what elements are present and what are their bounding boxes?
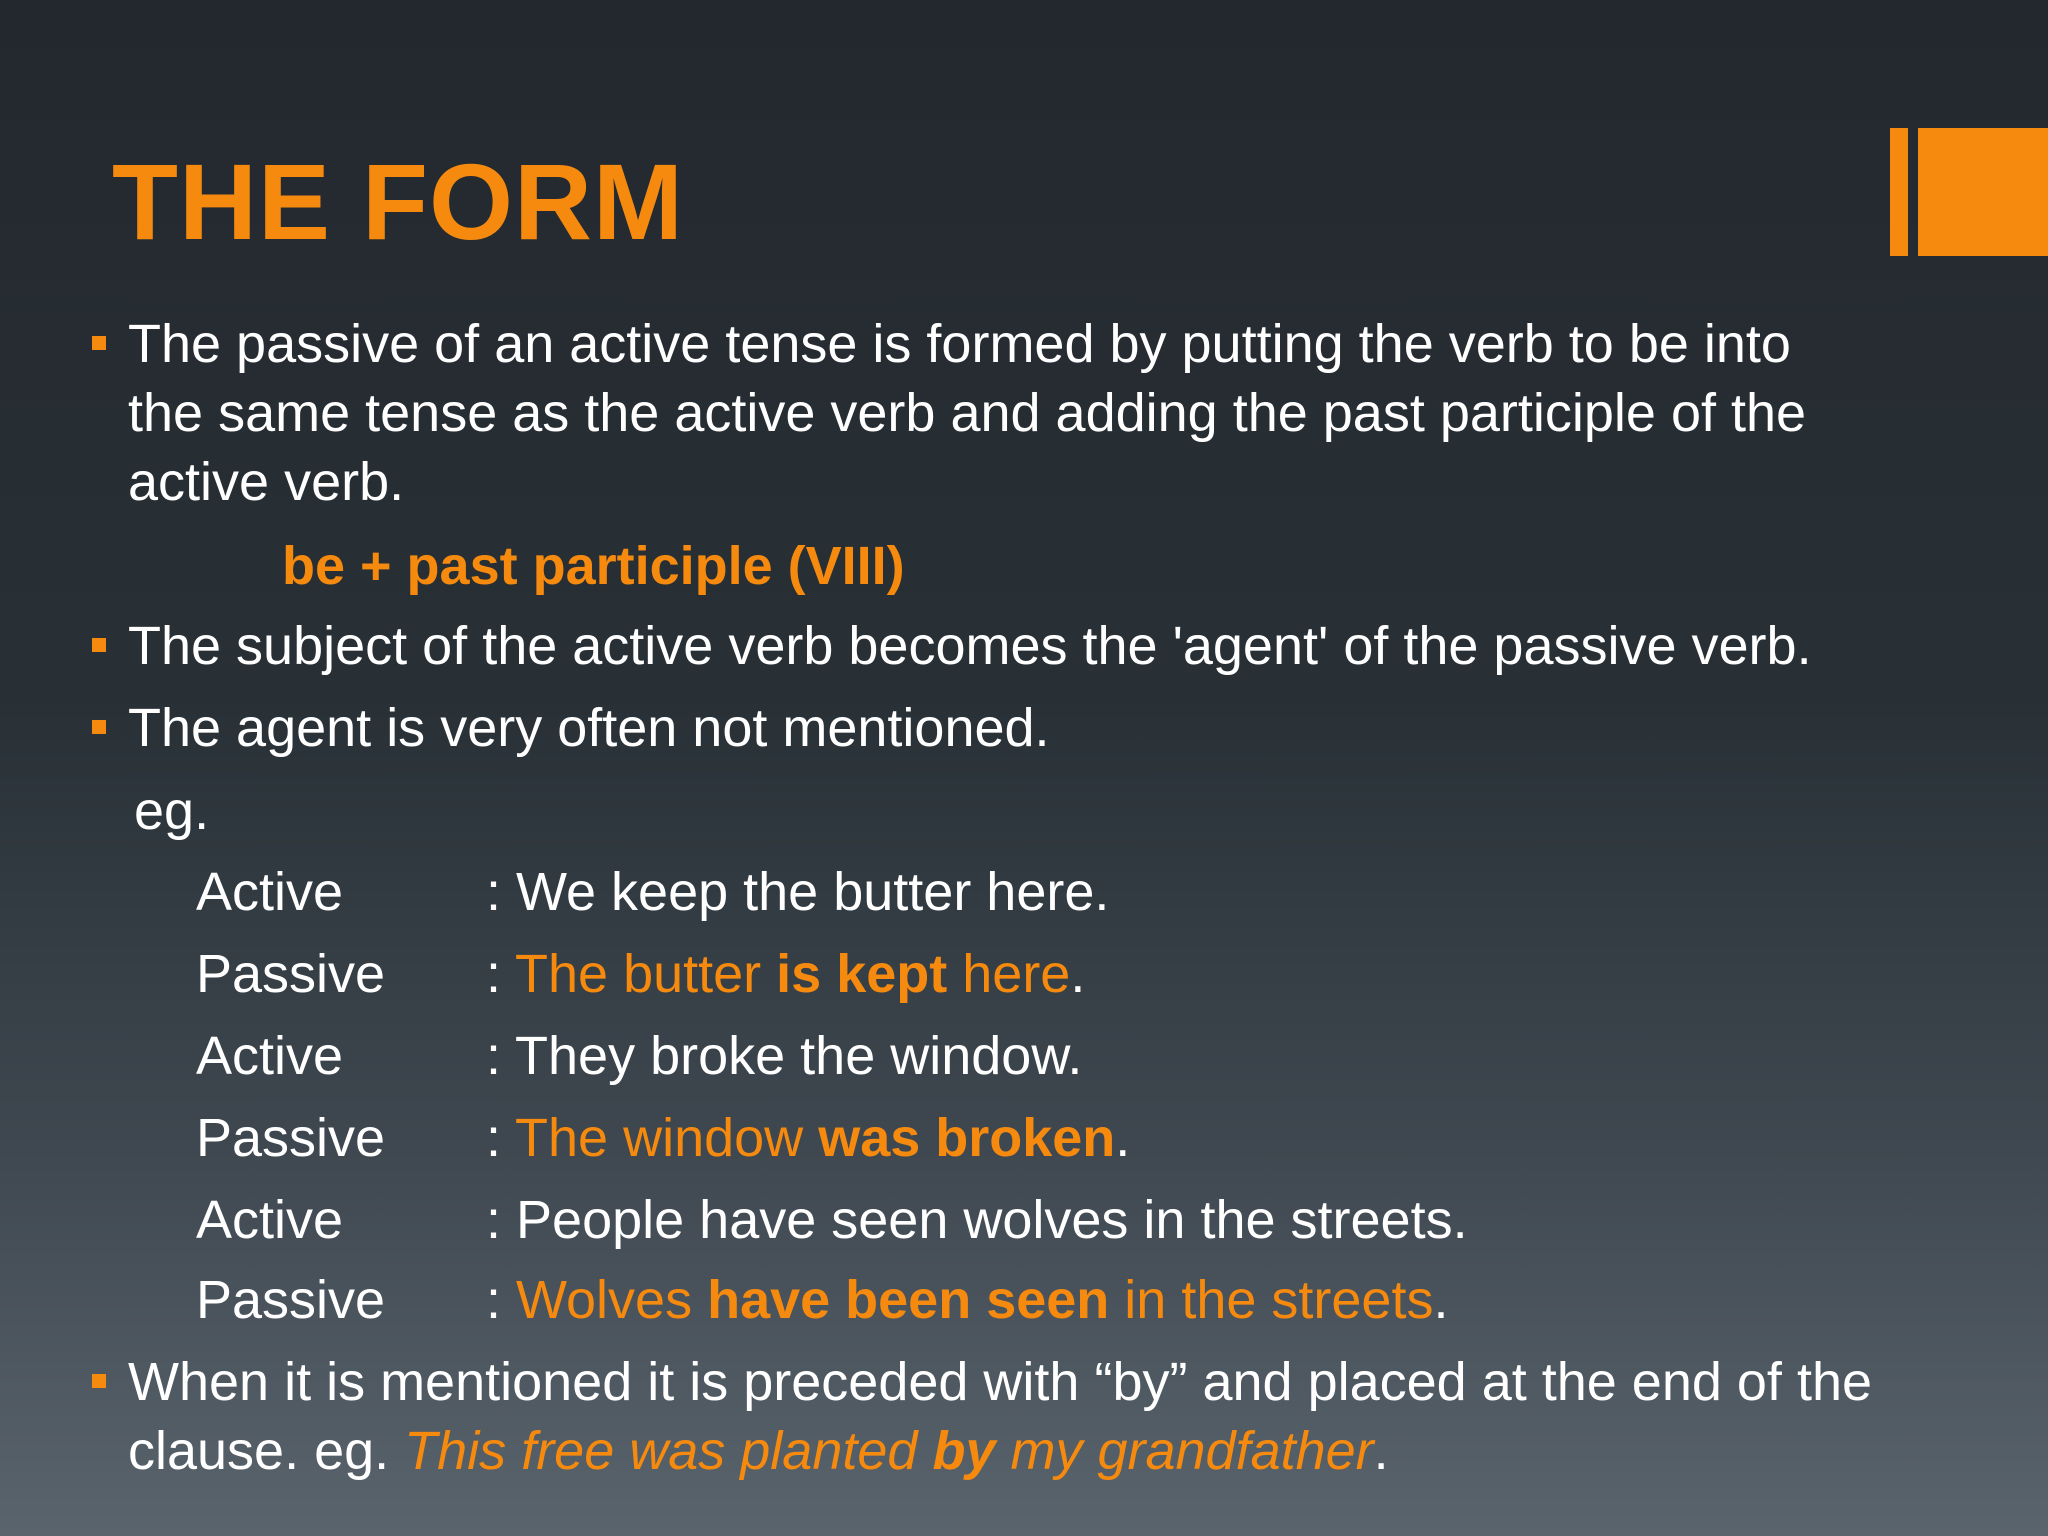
example-label-active: Active xyxy=(196,1190,344,1250)
bullet-4-line-2: clause. eg. This free was planted by my grandfather. xyxy=(128,1421,1389,1481)
bullet-1-line-1: The passive of an active tense is formed by putting the verb to be into xyxy=(128,314,1791,374)
example-text-active: : They broke the window. xyxy=(486,1026,1083,1086)
bullet-2-text: The subject of the active verb becomes the 'agent' of the passive verb. xyxy=(128,616,1812,676)
example-text-active: : People have seen wolves in the streets. xyxy=(486,1190,1468,1250)
formula: be + past participle (VIII) xyxy=(282,536,905,596)
example-label-active: Active xyxy=(196,862,344,922)
decorative-accent-block xyxy=(1918,128,2048,256)
example-text-passive: : The butter is kept here. xyxy=(486,944,1086,1004)
eg-label: eg. xyxy=(134,781,210,841)
example-text-passive: : Wolves have been seen in the streets. xyxy=(486,1270,1449,1330)
bullet-marker xyxy=(92,720,106,734)
example-text-passive: : The window was broken. xyxy=(486,1108,1131,1168)
bullet-marker xyxy=(92,1374,106,1388)
bullet-marker xyxy=(92,638,106,652)
bullet-4-line-1: When it is mentioned it is preceded with “by” and placed at the end of the xyxy=(128,1352,1873,1412)
bullet-1-line-3: active verb. xyxy=(128,452,405,512)
example-label-passive: Passive xyxy=(196,1108,386,1168)
example-label-active: Active xyxy=(196,1026,344,1086)
decorative-accent-bar xyxy=(1890,128,1908,256)
bullet-marker xyxy=(92,336,106,350)
bullet-1-line-2: the same tense as the active verb and adding the past participle of the xyxy=(128,383,1807,443)
slide-title: THE FORM xyxy=(112,141,684,262)
example-text-active: : We keep the butter here. xyxy=(486,862,1110,922)
bullet-3-text: The agent is very often not mentioned. xyxy=(128,698,1050,758)
example-label-passive: Passive xyxy=(196,1270,386,1330)
example-label-passive: Passive xyxy=(196,944,386,1004)
